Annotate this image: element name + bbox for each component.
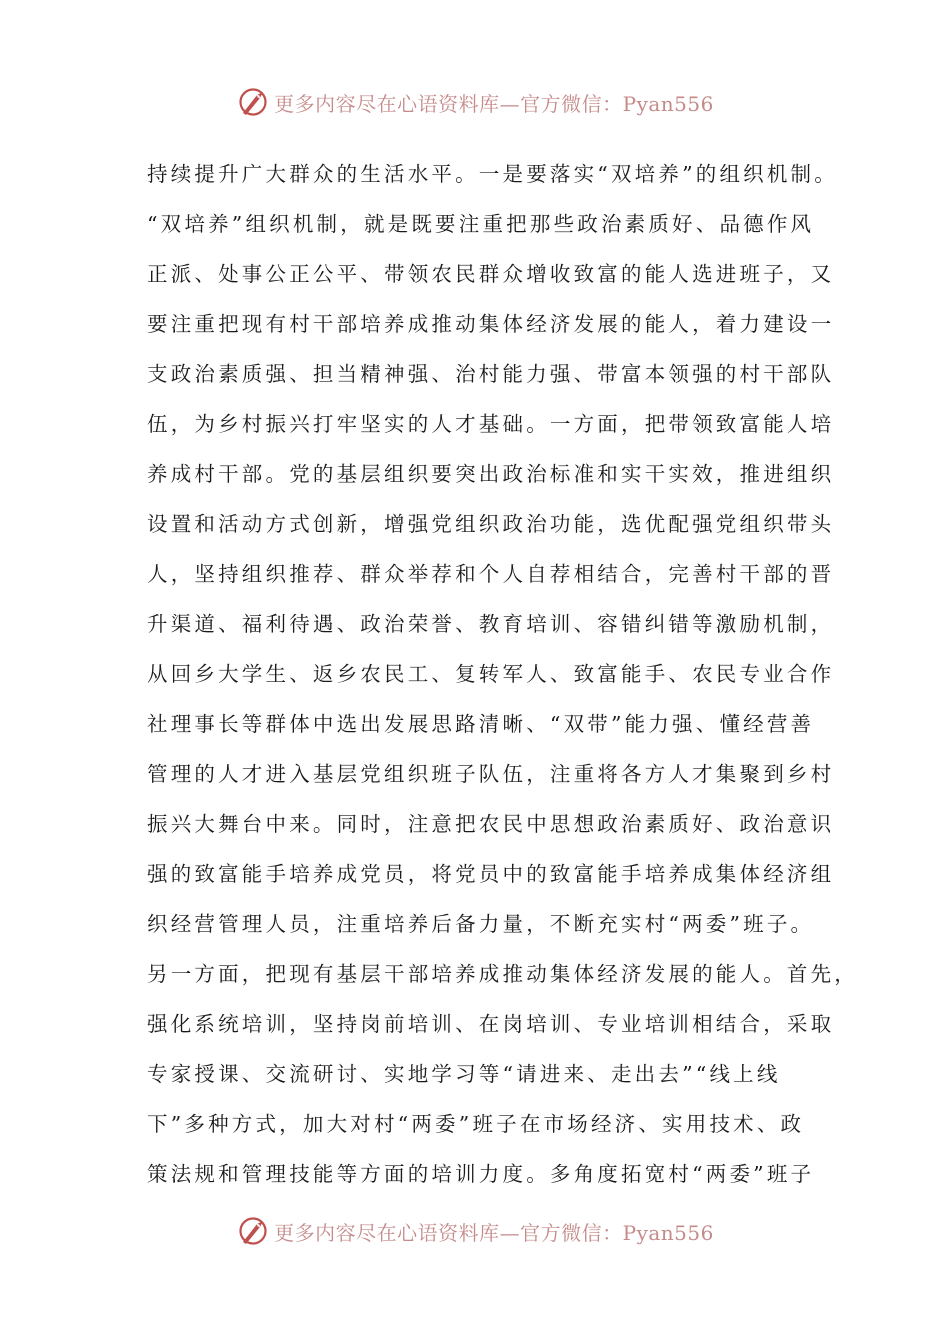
body-line: 振兴大舞台中来。同时，注意把农民中思想政治素质好、政治意识 (147, 812, 835, 836)
body-line: 策法规和管理技能等方面的培训力度。多角度拓宽村“两委”班子 (147, 1162, 815, 1186)
body-line: 下”多种方式，加大对村“两委”班子在市场经济、实用技术、政 (147, 1112, 805, 1136)
body-line: 伍，为乡村振兴打牢坚实的人才基础。一方面，把带领致富能人培 (147, 412, 835, 436)
document-body (147, 149, 858, 1199)
body-line: 专家授课、交流研讨、实地学习等“请进来、走出去”“线上线 (147, 1062, 781, 1086)
body-line: 从回乡大学生、返乡农民工、复转军人、致富能手、农民专业合作 (147, 662, 835, 686)
body-line: 另一方面，把现有基层干部培养成推动集体经济发展的能人。首先， (147, 962, 858, 986)
footer-watermark-banner (0, 1209, 950, 1253)
body-line: 要注重把现有村干部培养成推动集体经济发展的能人，着力建设一 (147, 312, 835, 336)
body-line: 强化系统培训，坚持岗前培训、在岗培训、专业培训相结合，采取 (147, 1012, 835, 1036)
body-line: 持续提升广大群众的生活水平。一是要落实“双培养”的组织机制。 (147, 162, 838, 186)
pen-nib-circle-icon (236, 85, 270, 119)
body-line: 人，坚持组织推荐、群众举荐和个人自荐相结合，完善村干部的晋 (147, 562, 835, 586)
body-line: 织经营管理人员，注重培养后备力量，不断充实村“两委”班子。 (147, 912, 815, 936)
header-watermark-banner (0, 80, 950, 124)
body-line: 养成村干部。党的基层组织要突出政治标准和实干实效，推进组织 (147, 462, 835, 486)
body-line: 升渠道、福利待遇、政治荣誉、教育培训、容错纠错等激励机制， (147, 612, 835, 636)
body-line: 社理事长等群体中选出发展思路清晰、“双带”能力强、懂经营善 (147, 712, 815, 736)
header-banner-text: 更多内容尽在心语资料库—官方微信：Pyan556 (274, 91, 714, 116)
body-line: 设置和活动方式创新，增强党组织政治功能，选优配强党组织带头 (147, 512, 835, 536)
body-line: 支政治素质强、担当精神强、治村能力强、带富本领强的村干部队 (147, 362, 835, 386)
pen-nib-circle-icon (236, 1214, 270, 1248)
footer-banner-text: 更多内容尽在心语资料库—官方微信：Pyan556 (274, 1220, 714, 1245)
body-line: “双培养”组织机制，就是既要注重把那些政治素质好、品德作风 (147, 212, 815, 236)
body-line: 正派、处事公正公平、带领农民群众增收致富的能人选进班子，又 (147, 262, 835, 286)
body-line: 强的致富能手培养成党员，将党员中的致富能手培养成集体经济组 (147, 862, 835, 886)
body-line: 管理的人才进入基层党组织班子队伍，注重将各方人才集聚到乡村 (147, 762, 835, 786)
